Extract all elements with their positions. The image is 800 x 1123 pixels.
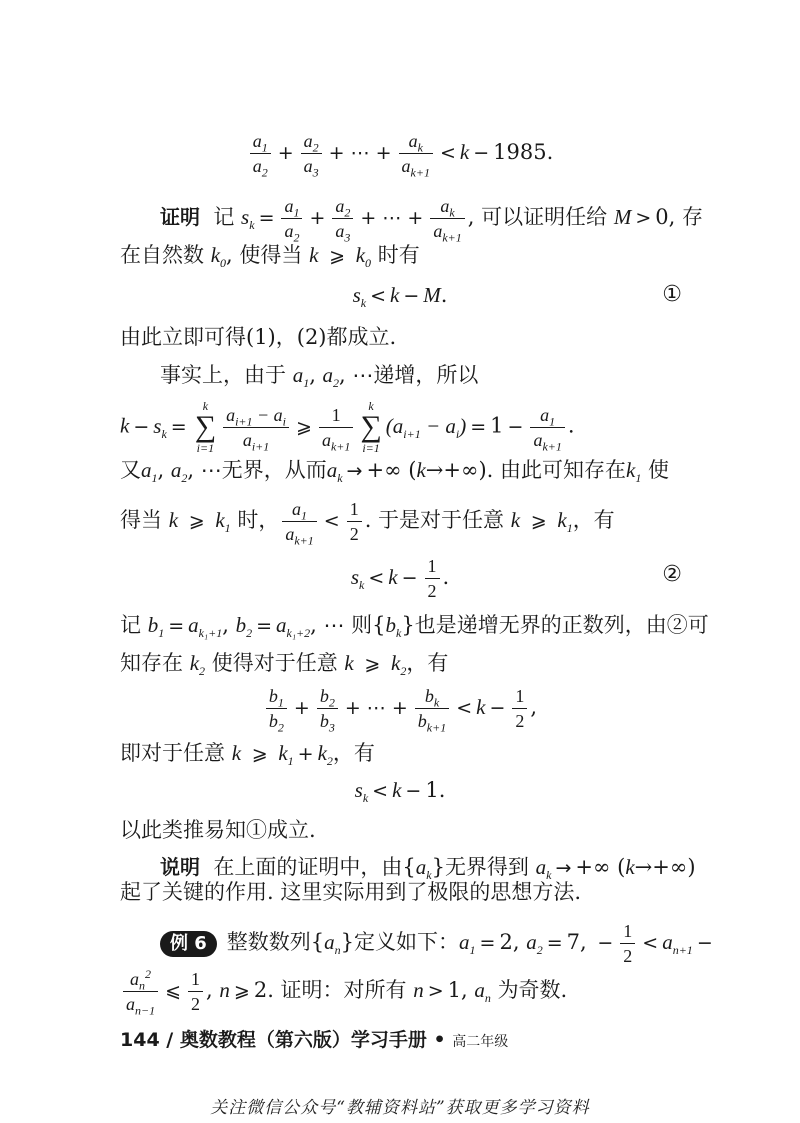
text: 时有 [377, 243, 420, 267]
text: 使 [648, 458, 670, 482]
text: , 存 [668, 205, 703, 229]
proof-line-1: 证明 记 $s_k$ = $\frac{a_1}{a_2}$ + $\frac{a_2}{a_3}$ + ⋯ + $\frac{a_k}{a_{k+1}}$ , 可以证明任给 M > 0, 存 [160, 196, 703, 245]
text: 无界得到 [444, 855, 529, 879]
equation-number-1: ① [662, 282, 682, 307]
equation-3: $s_k < k - 1$. [354, 778, 446, 806]
paragraph-text: 以此类推易知①成立. [120, 818, 316, 842]
text: 为奇数. [497, 978, 568, 1002]
infinity: +∞ [366, 458, 402, 482]
text: , 可以证明任给 [467, 205, 608, 229]
equation-sum: $k - s_k$ = k ∑ i=1 $\frac{a_{i+1} - a_i}{a_{i+1}}$ ⩾ $\frac{1}{a_{k+1}}$ k ∑ i=1 $(a_{i+1} - a_i) = 1$ − $\frac{a_1}{a_{k+1}}$ . [120, 399, 575, 455]
text: 得当 [120, 508, 162, 532]
text: 记 [213, 205, 235, 229]
number: 7 [566, 930, 580, 954]
text: 知存在 [120, 651, 183, 675]
paragraph-text: 由此立即可得(1)，(2)都成立. [120, 325, 397, 349]
remark-line: 说明 在上面的证明中，由$\{a_k\}$无界得到 $a_k$ → +∞ (k→+∞) [160, 855, 696, 883]
text: . 由此可知存在 [486, 458, 627, 482]
text: 整数数列 [226, 930, 311, 954]
separator: • [433, 1029, 446, 1051]
text: 在自然数 [120, 243, 204, 267]
equation-2: $s_k < k$ − $\frac{1}{2}$ . [350, 556, 450, 601]
example-badge: 例 6 [160, 931, 217, 957]
text: 使得对于任意 [211, 651, 338, 675]
text: ，有 [406, 651, 449, 675]
text: 无界，从而 [221, 458, 327, 482]
text: ，有 [332, 741, 375, 765]
text: 定义如下： [354, 930, 460, 954]
text: 在上面的证明中，由 [213, 855, 403, 879]
text: 则 [351, 613, 373, 637]
equation-number-2: ② [662, 562, 682, 587]
book-title: / 奥数教程（第六版）学习手册 [166, 1029, 427, 1051]
paragraph-line: 记 $b_1 = a_{k_1+1}$, $b_2 = a_{k_1+2}$, ⋯ 则$\{b_k\}$也是递增无界的正数列，由②可 [120, 613, 709, 641]
example-line: 例 6 整数数列$\{a_n\}$定义如下：$a_1 = 2$, $a_2 = 7$, − $\frac{1}{2}$ < $a_{n+1}$ − [160, 920, 717, 967]
grade-label: 高二年级 [452, 1034, 509, 1050]
equation-1: $s_k < k - M$. [352, 283, 448, 311]
equation-b: $\frac{b_1}{b_2}$ + $\frac{b_2}{b_3}$ + ⋯ + $\frac{b_k}{b_{k+1}}$ < k − $\frac{1}{2}$ , [0, 685, 800, 732]
page-number: 144 [120, 1029, 160, 1051]
example-line-2: $\frac{a_n^2}{a_{n-1}}$ ⩽ $\frac{1}{2}$ , n ⩾ 2. 证明：对所有 n > 1, $a_n$ 为奇数. [120, 968, 567, 1015]
proof-label: 证明 [160, 205, 200, 229]
proof-line-2: 在自然数 $k_0$, 使得当 k ⩾ $k_0$ 时有 [120, 243, 420, 271]
text: , 使得当 [226, 243, 303, 267]
paragraph-line: 知存在 $k_2$ 使得对于任意 k ⩾ $k_2$，有 [120, 651, 449, 679]
text: 又 [120, 458, 141, 482]
paragraph-line: 事实上，由于 $a_1$, $a_2$, ⋯递增，所以 [160, 363, 479, 391]
remark-label: 说明 [160, 855, 200, 879]
paragraph-line: 即对于任意 k ⩾ $k_1 + k_2$，有 [120, 741, 375, 769]
paragraph-line: 又$a_1$, $a_2$, ⋯无界，从而$a_k$ → +∞ (k→+∞). 由此可知存在$k_1$ 使 [120, 458, 670, 486]
paragraph-text: 起了关键的作用. 这里实际用到了极限的思想方法. [120, 880, 582, 904]
text: ，有 [572, 508, 615, 532]
number: 2 [499, 930, 513, 954]
number: 1 [425, 778, 439, 802]
text: 记 [120, 613, 141, 637]
text: 递增，所以 [373, 363, 479, 387]
paragraph-line: 得当 k ⩾ $k_1$ 时， $\frac{a_1}{a_{k+1}}$ < $\frac{1}{2}$ . 于是对于任意 k ⩾ $k_1$，有 [120, 499, 615, 548]
text: 也是递增无界的正数列，由②可 [414, 613, 709, 637]
year-value: 1985 [493, 140, 547, 164]
text: . 于是对于任意 [364, 508, 505, 532]
text: 事实上，由于 [160, 363, 286, 387]
text: 时， [237, 508, 280, 532]
text: 即对于任意 [120, 741, 225, 765]
equation-top: $\frac{a_1}{a_2}$ + $\frac{a_2}{a_3}$ + ⋯ + $\frac{a_k}{a_{k+1}}$ < k − 1985. [0, 130, 800, 177]
page-footer [120, 1025, 508, 1052]
watermark-note: 关注微信公众号“教辅资料站”获取更多学习资料 [210, 1098, 590, 1118]
text: . 证明：对所有 [267, 978, 407, 1002]
